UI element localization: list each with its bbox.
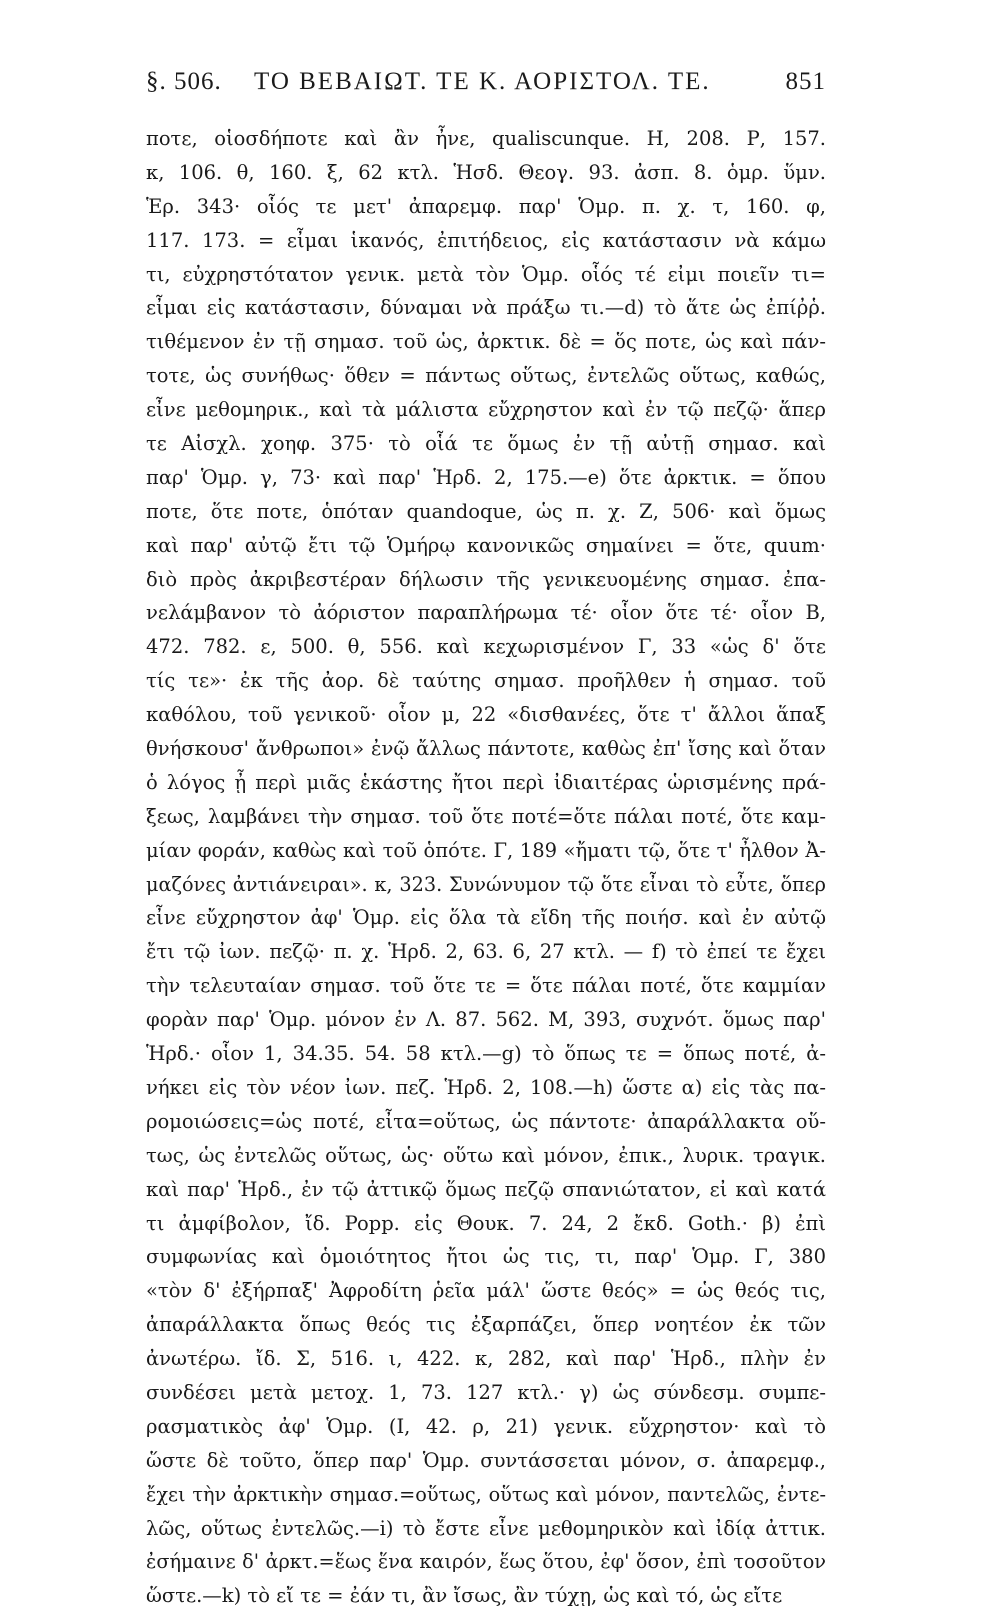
text-line: ἔχει τὴν ἀρκτικὴν σημασ.=οὕτως, οὕτως καὶ μόνον, παντελῶς, ἐντε- xyxy=(146,1482,826,1506)
text-line: τιθέμενον ἐν τῇ σημασ. τοῦ ὡς, ἀρκτικ. δὲ = ὅς ποτε, ὡς καὶ πάν- xyxy=(146,330,826,354)
text-line: ποτε, οἱοσδήποτε καὶ ἂν ἦνε, qualiscunque. Η, 208. Ρ, 157. xyxy=(146,127,826,150)
running-header xyxy=(146,68,826,108)
text-line: λῶς, οὕτως ἐντελῶς.—i) τὸ ἔστε εἶνε μεθομηρικὸν καὶ ἰδίᾳ ἀττικ. xyxy=(146,1516,826,1540)
text-line: τι, εὐχρηστότατον γενικ. μετὰ τὸν Ὁμρ. οἷός τέ εἰμι ποιεῖν τι= xyxy=(146,262,826,286)
text-line: 117. 173. = εἶμαι ἱκανός, ἐπιτήδειος, εἰς κατάστασιν νὰ κάμω xyxy=(146,228,826,252)
section-number: §. 506. xyxy=(146,68,222,95)
text-line: Ἡρδ.· οἷον 1, 34.35. 54. 58 κτλ.—g) τὸ ὅπως τε = ὅπως ποτέ, ἀ- xyxy=(146,1042,826,1066)
text-line: συμφωνίας καὶ ὁμοιότητος ἤτοι ὡς τις, τι, παρ' Ὁμρ. Γ, 380 xyxy=(146,1245,826,1269)
text-line: ἀπαράλλακτα ὅπως θεός τις ἐξαρπάζει, ὅπερ νοητέον ἐκ τῶν xyxy=(146,1313,826,1337)
text-line: νελάμβανον τὸ ἀόριστον παραπλήρωμα τέ· οἷον ὅτε τέ· οἷον Β, xyxy=(146,601,826,625)
text-line: ρασματικὸς ἀφ' Ὁμρ. (Ι, 42. ρ, 21) γενικ. εὔχρηστον· καὶ τὸ xyxy=(146,1414,826,1438)
text-line: τι ἀμφίβολον, ἴδ. Popp. εἰς Θουκ. 7. 24, 2 ἔκδ. Goth.· β) ἐπὶ xyxy=(146,1211,826,1235)
text-line: ὥστε.—k) τὸ εἴ τε = ἐάν τι, ἂν ἴσως, ἂν τύχῃ, ὡς καὶ τό, ὡς εἴτε xyxy=(146,1584,783,1608)
text-line: τίς τε»· ἐκ τῆς ἀορ. δὲ ταύτης σημασ. προῆλθεν ἡ σημασ. τοῦ xyxy=(146,669,826,693)
text-line: ἐσήμαινε δ' ἀρκτ.=ἕως ἕνα καιρόν, ἕως ὅτου, ἐφ' ὅσον, ἐπὶ τοσοῦτον xyxy=(146,1550,826,1574)
text-line: τὴν τελευταίαν σημασ. τοῦ ὅτε τε = ὅτε πάλαι ποτέ, ὅτε καμμίαν xyxy=(146,974,826,998)
text-line: τως, ὡς ἐντελῶς οὕτως, ὡς· οὕτω καὶ μόνον, ἐπικ., λυρικ. τραγικ. xyxy=(146,1143,826,1167)
text-line: νήκει εἰς τὸν νέον ἰων. πεζ. Ἡρδ. 2, 108.—h) ὥστε α) εἰς τὰς πα- xyxy=(146,1075,826,1099)
text-line: φορὰν παρ' Ὁμρ. μόνον ἐν Λ. 87. 562. Μ, 393, συχνότ. ὅμως παρ' xyxy=(146,1008,826,1032)
text-line: συνδέσει μετὰ μετοχ. 1, 73. 127 κτλ.· γ) ὡς σύνδεσμ. συμπε- xyxy=(146,1380,826,1404)
text-line: παρ' Ὁμρ. γ, 73· καὶ παρ' Ἡρδ. 2, 175.—e) ὅτε ἀρκτικ. = ὅπου xyxy=(146,465,826,489)
text-line: εἶνε μεθομηρικ., καὶ τὰ μάλιστα εὔχρηστον καὶ ἐν τῷ πεζῷ· ἅπερ xyxy=(146,398,826,422)
running-title: ΤΟ ΒΕΒΑΙΩΤ. ΤΕ Κ. ΑΟΡΙΣΤΟΛ. ΤΕ. xyxy=(254,68,711,95)
text-line: ὁ λόγος ᾖ περὶ μιᾶς ἑκάστης ἤτοι περὶ ἰδιαιτέρας ὡρισμένης πρά- xyxy=(146,770,826,794)
text-line: τε Αἰσχλ. χοηφ. 375· τὸ οἷά τε ὅμως ἐν τῇ αὐτῇ σημασ. καὶ xyxy=(146,432,826,456)
text-line: καὶ παρ' αὐτῷ ἔτι τῷ Ὁμήρῳ κανονικῶς σημαίνει = ὅτε, quum· xyxy=(146,533,826,557)
text-line: ξεως, λαμβάνει τὴν σημασ. τοῦ ὅτε ποτέ=ὅτε πάλαι ποτέ, ὅτε καμ- xyxy=(146,804,826,828)
text-line: κ, 106. θ, 160. ξ, 62 κτλ. Ἡσδ. Θεογ. 93. ἀσπ. 8. ὁμρ. ὕμν. xyxy=(146,160,826,184)
text-line: ἔτι τῷ ἰων. πεζῷ· π. χ. Ἡρδ. 2, 63. 6, 27 κτλ. — f) τὸ ἐπεί τε ἔχει xyxy=(146,940,826,964)
text-line: Ἑρ. 343· οἷός τε μετ' ἀπαρεμφ. παρ' Ὁμρ. π. χ. τ, 160. φ, xyxy=(146,194,826,218)
text-line: μαζόνες ἀντιάνειραι». κ, 323. Συνώνυμον τῷ ὅτε εἶναι τὸ εὖτε, ὅπερ xyxy=(146,872,826,896)
page-number: 851 xyxy=(785,68,826,95)
text-line: μίαν φοράν, καθὼς καὶ τοῦ ὁπότε. Γ, 189 «ἤματι τῷ, ὅτε τ' ἦλθον Ἀ- xyxy=(146,838,826,862)
text-line: ποτε, ὅτε ποτε, ὁπόταν quandoque, ὡς π. χ. Ζ, 506· καὶ ὅμως xyxy=(146,499,826,523)
text-line: τοτε, ὡς συνήθως· ὅθεν = πάντως οὕτως, ἐντελῶς οὕτως, καθώς, xyxy=(146,364,826,388)
text-line: ὥστε δὲ τοῦτο, ὅπερ παρ' Ὁμρ. συντάσσεται μόνον, σ. ἀπαρεμφ., xyxy=(146,1448,826,1472)
body-text xyxy=(146,122,826,1613)
text-line: 472. 782. ε, 500. θ, 556. καὶ κεχωρισμένον Γ, 33 «ὡς δ' ὅτε xyxy=(146,635,826,659)
text-line: εἶνε εὔχρηστον ἀφ' Ὁμρ. εἰς ὅλα τὰ εἴδη τῆς ποιήσ. καὶ ἐν αὐτῷ xyxy=(146,906,826,930)
text-line: διὸ πρὸς ἀκριβεστέραν δήλωσιν τῆς γενικευομένης σημασ. ἐπα- xyxy=(146,567,826,591)
text-line: θνήσκουσ' ἄνθρωποι» ἐνῷ ἄλλως πάντοτε, καθὼς ἐπ' ἴσης καὶ ὅταν xyxy=(146,737,826,761)
page xyxy=(146,68,826,1613)
text-line: καθόλου, τοῦ γενικοῦ· οἷον μ, 22 «δισθανέες, ὅτε τ' ἄλλοι ἅπαξ xyxy=(146,703,826,727)
text-line: ρομοιώσεις=ὡς ποτέ, εἶτα=οὕτως, ὡς πάντοτε· ἀπαράλλακτα οὕ- xyxy=(146,1109,826,1133)
text-line: ἀνωτέρω. ἴδ. Σ, 516. ι, 422. κ, 282, καὶ παρ' Ἡρδ., πλὴν ἐν xyxy=(146,1347,826,1371)
text-line: καὶ παρ' Ἡρδ., ἐν τῷ ἀττικῷ ὅμως πεζῷ σπανιώτατον, εἰ καὶ κατά xyxy=(146,1177,826,1201)
text-line: «τὸν δ' ἐξήρπαξ' Ἀφροδίτη ῥεῖα μάλ' ὥστε θεός» = ὡς θεός τις, xyxy=(146,1279,826,1303)
text-line: εἶμαι εἰς κατάστασιν, δύναμαι νὰ πράξω τι.—d) τὸ ἅτε ὡς ἐπίῤῥ. xyxy=(146,296,826,320)
